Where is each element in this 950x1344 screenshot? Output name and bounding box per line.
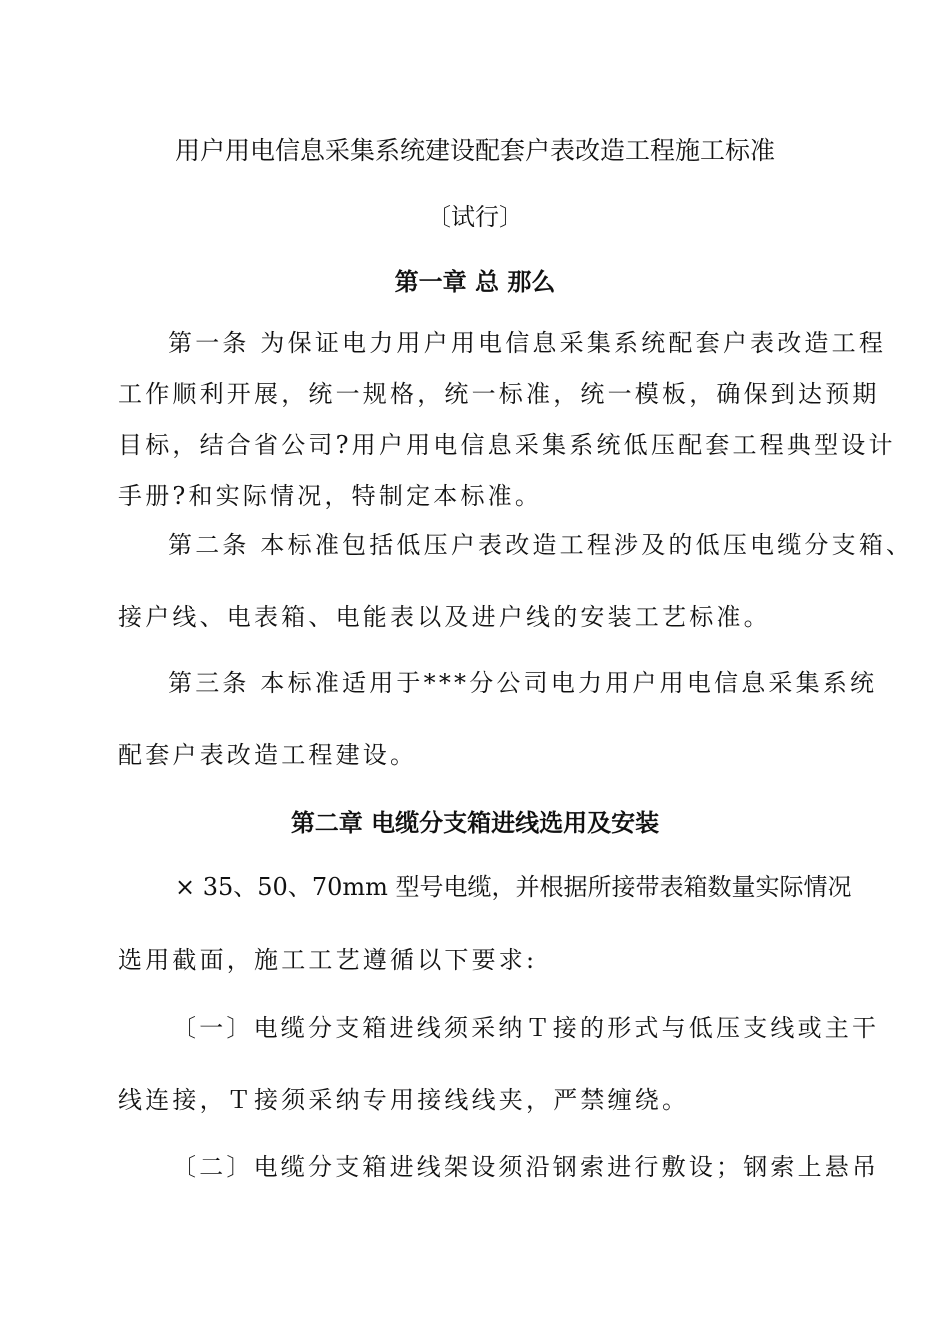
article-1-line-3: 目标，结合省公司?用户用电信息采集系统低压配套工程典型设计 (118, 431, 896, 459)
item-2-line-1: 〔二〕电缆分支箱进线架设须沿钢索进行敷设；钢索上悬吊 (172, 1153, 880, 1181)
article-1-line-2: 工作顺利开展，统一规格，统一标准，统一模板，确保到达预期 (118, 380, 880, 408)
document-subtitle: 〔试行〕 (427, 203, 523, 231)
item-1-line-2: 线连接，Ｔ接须采纳专用接线线夹，严禁缠绕。 (118, 1086, 690, 1114)
article-3-line-2: 配套户表改造工程建设。 (118, 741, 418, 769)
article-1-line-1: 第一条 为保证电力用户用电信息采集系统配套户表改造工程 (168, 329, 887, 357)
paragraph-1-line-2: 选用截面，施工工艺遵循以下要求: (118, 946, 538, 974)
article-2-line-1: 第二条 本标准包括低压户表改造工程涉及的低压电缆分支箱、 (168, 531, 914, 559)
paragraph-1-line-1: × 35、50、70mm 型号电缆，并根据所接带表箱数量实际情况 (175, 873, 852, 901)
document-title: 用户用电信息采集系统建设配套户表改造工程施工标准 (174, 136, 775, 165)
article-2-line-2: 接户线、电表箱、电能表以及进户线的安装工艺标准。 (118, 603, 771, 631)
article-3-line-1: 第三条 本标准适用于***分公司电力用户用电信息采集系统 (168, 669, 878, 697)
item-1-line-1: 〔一〕电缆分支箱进线须采纳Ｔ接的形式与低压支线或主干 (172, 1014, 880, 1042)
chapter-1-heading: 第一章 总 那么 (394, 267, 556, 296)
article-1-line-4: 手册?和实际情况，特制定本标准。 (118, 482, 543, 510)
chapter-2-heading: 第二章 电缆分支箱进线选用及安装 (290, 808, 660, 837)
